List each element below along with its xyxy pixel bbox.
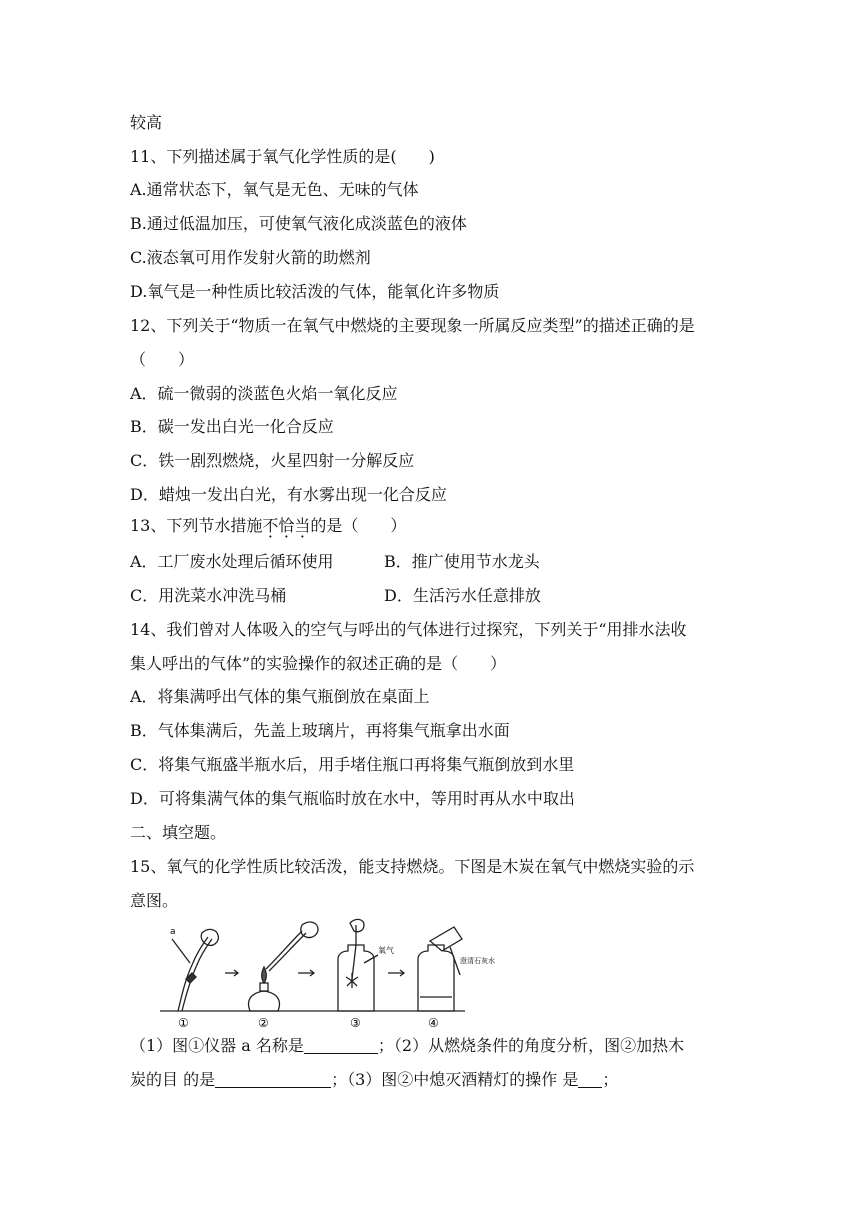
section-heading: 二、填空题。 xyxy=(130,823,227,842)
emphasis-char: 当 xyxy=(294,516,311,535)
hand-icon xyxy=(350,919,364,931)
question-15: 15、氧气的化学性质比较活泼，能支持燃烧。下图是木炭在氧气中燃烧实验的示 xyxy=(130,857,695,876)
alcohol-lamp-icon xyxy=(249,991,280,1011)
experiment-figure xyxy=(130,915,495,1030)
option-14c: C．将集气瓶盛半瓶水后，用手堵住瓶口再将集气瓶倒放到水里 xyxy=(130,755,575,774)
option-13a: A．工厂废水处理后循环使用 xyxy=(130,552,334,571)
answer-blank-3[interactable] xyxy=(578,1071,602,1088)
label-a: a xyxy=(170,927,176,937)
question-14: 14、我们曾对人体吸入的空气与呼出的气体进行过探究，下列关于“用排水法收 xyxy=(130,620,687,639)
option-12b: B．碳一发出白光一化合反应 xyxy=(130,417,334,436)
step-label: ④ xyxy=(428,1016,439,1030)
emphasis-char: 恰 xyxy=(278,516,295,535)
q15-sub4: ；（3）图②中熄灭酒精灯的操作 是 xyxy=(331,1070,579,1089)
label-oxygen: 氧气 xyxy=(378,946,394,955)
question-12-paren: （ ） xyxy=(130,350,195,369)
question-15-cont: 意图。 xyxy=(130,891,179,910)
gas-jar-icon xyxy=(418,945,454,1011)
option-13c: C．用洗菜水冲洗马桶 xyxy=(130,586,287,605)
option-13d: D．生活污水任意排放 xyxy=(384,586,541,605)
question-12: 12、下列关于“物质一在氧气中燃烧的主要现象一所属反应类型”的描述正确的是 xyxy=(130,316,695,335)
hand-icon xyxy=(301,922,318,937)
question-13-post: 的是（ ） xyxy=(310,516,407,535)
question-15-sub-line1 xyxy=(130,1036,684,1056)
options-13-row2 xyxy=(130,586,541,606)
question-13-pre: 13、下列节水措施 xyxy=(130,516,263,535)
q15-sub3: 炭的目 的是 xyxy=(130,1070,216,1089)
question-11: 11、下列描述属于氧气化学性质的是( ) xyxy=(130,147,435,166)
option-12d: D．蜡烛一发出白光，有水雾出现一化合反应 xyxy=(130,485,447,504)
step-label: ① xyxy=(178,1016,189,1030)
option-14b: B．气体集满后，先盖上玻璃片，再将集气瓶拿出水面 xyxy=(130,721,510,740)
option-11a: A.通常状态下，氧气是无色、无味的气体 xyxy=(130,180,419,199)
label-limewater: 澄清石灰水 xyxy=(460,957,495,965)
text-line: 较高 xyxy=(130,113,163,132)
answer-blank-2[interactable] xyxy=(215,1071,331,1088)
option-13b: B．推广使用节水龙头 xyxy=(384,552,540,571)
question-14-cont: 集人呼出的气体”的实验操作的叙述正确的是（ ） xyxy=(130,654,507,673)
question-15-sub-line2 xyxy=(130,1070,618,1090)
option-14d: D．可将集满气体的集气瓶临时放在水中，等用时再从水中取出 xyxy=(130,789,575,808)
option-11c: C.液态氧可用作发射火箭的助燃剂 xyxy=(130,248,371,267)
q15-sub1: （1）图①仪器 a 名称是 xyxy=(130,1036,304,1055)
option-12a: A．硫一微弱的淡蓝色火焰一氧化反应 xyxy=(130,384,398,403)
burning-charcoal-icon xyxy=(346,973,358,988)
step-label: ③ xyxy=(350,1016,361,1030)
option-14a: A．将集满呼出气体的集气瓶倒放在桌面上 xyxy=(130,687,430,706)
beaker-icon xyxy=(430,927,462,951)
emphasis-char: 不 xyxy=(262,516,279,535)
question-13 xyxy=(130,516,406,536)
option-11b: B.通过低温加压，可使氧气液化成淡蓝色的液体 xyxy=(130,214,467,233)
tongs-icon xyxy=(266,931,302,969)
q15-sub5: ； xyxy=(602,1070,619,1089)
step-label: ② xyxy=(258,1016,269,1030)
option-11d: D.氧气是一种性质比较活泼的气体，能氧化许多物质 xyxy=(130,282,500,301)
options-13-row1 xyxy=(130,552,540,572)
option-12c: C．铁一剧烈燃烧，火星四射一分解反应 xyxy=(130,451,415,470)
answer-blank-1[interactable] xyxy=(304,1037,378,1054)
q15-sub2: ；（2）从燃烧条件的角度分析，图②加热木 xyxy=(377,1036,685,1055)
